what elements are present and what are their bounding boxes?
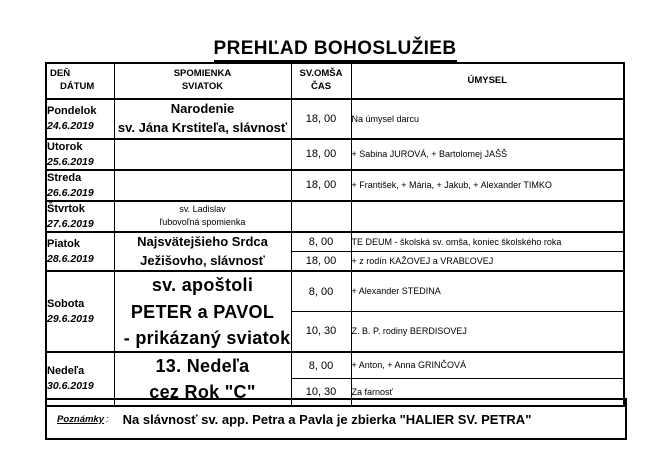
service-time: 18, 00	[291, 170, 351, 201]
header-day-line1: DEŇ	[50, 68, 71, 80]
header-day-line2: DÁTUM	[60, 81, 95, 92]
table-row	[46, 271, 624, 311]
table-row	[46, 99, 624, 139]
memorial-line: Ježišovho, slávnosť	[140, 252, 265, 268]
table-header-row	[46, 63, 624, 99]
day-name: Sobota	[47, 298, 85, 311]
day-date: 24.6.2019	[47, 120, 94, 133]
notes-label: Poznámky	[57, 413, 104, 425]
header-memorial-line1: SPOMIENKA	[173, 68, 232, 80]
notes-colon: :	[106, 413, 109, 425]
service-time: 18, 00	[291, 99, 351, 139]
day-date: 27.6.2019	[47, 217, 94, 230]
memorial-cell	[114, 201, 291, 232]
service-time: 10, 30	[291, 379, 351, 406]
header-time	[291, 63, 351, 99]
memorial-line: ľubovoľná spomienka	[159, 217, 246, 228]
service-time: 18, 00	[291, 139, 351, 170]
memorial-line: sv. Jána Krstiteľa, slávnosť	[117, 119, 288, 135]
day-name: Utorok	[47, 140, 83, 153]
service-intention: + z rodín KAŽOVEJ a VRABĽOVEJ	[351, 252, 624, 272]
table-body	[46, 63, 624, 406]
service-time: 8, 00	[291, 271, 351, 311]
service-intention: + Anton, + Anna GRINČOVÁ	[351, 352, 624, 379]
mass-schedule-table	[45, 62, 625, 407]
memorial-line: - prikázaný sviatok	[123, 327, 291, 348]
day-cell	[46, 99, 114, 139]
table-row	[46, 201, 624, 232]
memorial-cell	[114, 139, 291, 170]
memorial-cell	[114, 271, 291, 351]
day-cell	[46, 139, 114, 170]
service-intention: + Alexander STEDINA	[351, 271, 624, 311]
service-time: 8, 00	[291, 352, 351, 379]
memorial-cell	[114, 232, 291, 272]
service-intention: TE DEUM - školská sv. omša, koniec školského roka	[351, 232, 624, 252]
day-date: 28.6.2019	[47, 252, 94, 265]
service-intention: + František, + Mária, + Jakub, + Alexander TIMKO	[351, 170, 624, 201]
memorial-line: cez Rok "C"	[149, 381, 256, 402]
table-row	[46, 139, 624, 170]
header-day	[46, 63, 114, 99]
memorial-cell	[114, 170, 291, 201]
day-cell	[46, 201, 114, 232]
day-date: 30.6.2019	[47, 380, 94, 393]
day-date: 25.6.2019	[47, 155, 94, 168]
header-memorial-line2: SVIATOK	[181, 81, 224, 92]
table-row	[46, 170, 624, 201]
header-intention: ÚMYSEL	[351, 63, 624, 99]
day-name: Streda	[47, 171, 82, 184]
table-row	[46, 352, 624, 379]
memorial-line: Najsvätejšieho Srdca	[137, 233, 268, 249]
service-intention: Z. B. P. rodiny BERDISOVEJ	[351, 312, 624, 352]
service-time: 18, 00	[291, 252, 351, 272]
service-time: 10, 30	[291, 312, 351, 352]
service-intention	[351, 201, 624, 232]
day-date: 29.6.2019	[47, 312, 94, 325]
memorial-line: Narodenie	[170, 101, 235, 116]
memorial-cell	[114, 99, 291, 139]
notes-text: Na slávnosť sv. app. Petra a Pavla je zbierka "HALIER SV. PETRA"	[122, 411, 532, 427]
service-intention: + Sabina JUROVÁ, + Bartolomej JAŠŠ	[351, 139, 624, 170]
header-time-line1: SV.OMŠA	[299, 68, 343, 80]
service-time	[291, 201, 351, 232]
day-name: Pondelok	[47, 105, 97, 118]
page-title-text: PREHĽAD BOHOSLUŽIEB	[214, 38, 457, 62]
day-cell	[46, 232, 114, 272]
day-date: 26.6.2019	[47, 186, 94, 199]
notes-box	[45, 398, 627, 440]
table-row	[46, 232, 624, 252]
day-name: Štvrtok	[47, 202, 85, 215]
day-name: Nedeľa	[47, 365, 85, 378]
memorial-line: PETER a PAVOL	[130, 301, 275, 322]
day-cell	[46, 170, 114, 201]
header-memorial	[114, 63, 291, 99]
header-time-line2: ČAS	[310, 81, 332, 92]
service-intention: Za farnosť	[351, 379, 624, 406]
memorial-line: 13. Nedeľa	[155, 355, 250, 376]
day-cell	[46, 271, 114, 351]
page-title	[0, 38, 670, 60]
day-name: Piatok	[47, 238, 81, 251]
service-time: 8, 00	[291, 232, 351, 252]
service-intention: Na úmysel darcu	[351, 99, 624, 139]
memorial-line: sv. apoštoli	[151, 275, 254, 296]
memorial-line: sv. Ladislav	[179, 204, 226, 215]
